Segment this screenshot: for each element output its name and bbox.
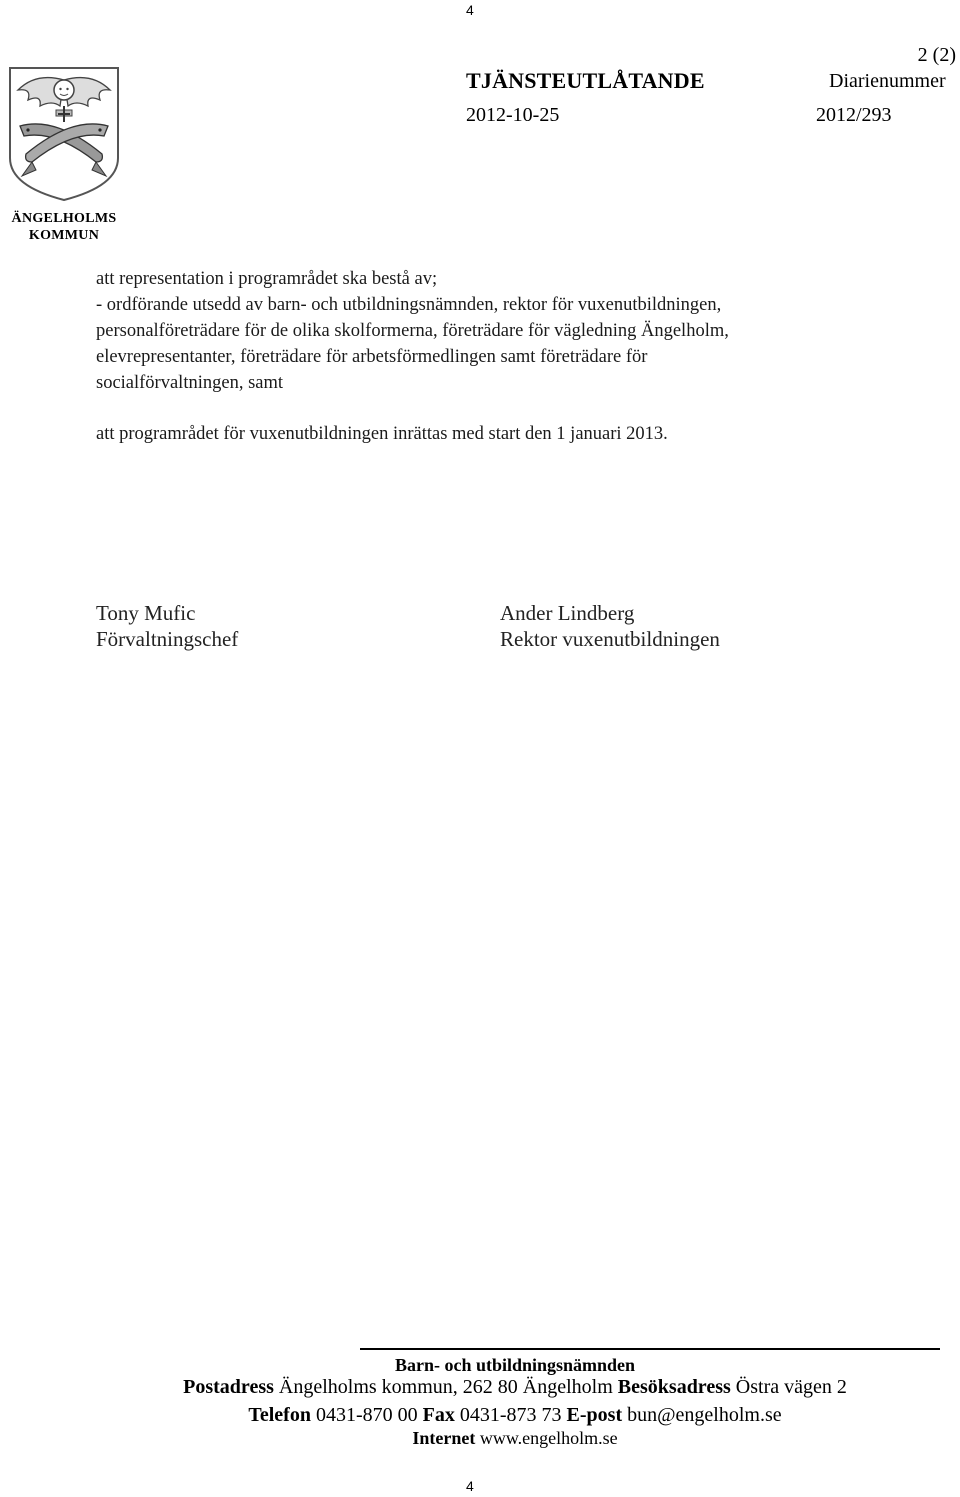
footer-rule: [360, 1348, 940, 1350]
postadress-value: Ängelholms kommun, 262 80 Ängelholm: [278, 1376, 613, 1398]
footer-internet-line: [0, 1428, 960, 1449]
page-marker-bottom: 4: [466, 1478, 474, 1494]
body-line: personalföreträdare för de olika skolformerna, företrädare för vägledning Ängelholm,: [96, 321, 729, 341]
body-paragraph: [96, 266, 729, 396]
body-line: - ordförande utsedd av barn- och utbildningsnämnden, rektor för vuxenutbildningen,: [96, 295, 722, 315]
postadress-label: Postadress: [183, 1376, 274, 1398]
municipality-logo: [6, 66, 122, 243]
internet-label: Internet: [412, 1428, 476, 1448]
logo-text-line1: ÄNGELHOLMS: [11, 211, 117, 226]
internet-link[interactable]: www.engelholm.se: [479, 1428, 618, 1448]
fax-value: 0431-873 73: [459, 1404, 562, 1426]
signature-left: [96, 600, 238, 652]
coat-of-arms-icon: [6, 66, 122, 202]
telefon-value: 0431-870 00: [315, 1404, 418, 1426]
signature-right: [500, 600, 720, 652]
page-count: 2 (2): [917, 44, 956, 66]
signatory-title: Rektor vuxenutbildningen: [500, 627, 720, 651]
decision-paragraph: att programrådet för vuxenutbildningen inrättas med start den 1 januari 2013.: [96, 424, 668, 444]
signatory-name: Tony Mufic: [96, 601, 196, 625]
epost-link[interactable]: bun@engelholm.se: [627, 1404, 782, 1426]
footer-org: [0, 1355, 960, 1376]
footer-contact-line: [0, 1404, 960, 1427]
diarienummer-label: Diarienummer: [829, 70, 946, 92]
body-line: elevrepresentanter, företrädare för arbetsförmedlingen samt företrädare för: [96, 347, 648, 367]
besoksadress-value: Östra vägen 2: [735, 1376, 847, 1398]
document-date: 2012-10-25: [466, 104, 560, 126]
body-line: socialförvaltningen, samt: [96, 373, 284, 393]
page-marker-top: 4: [466, 2, 474, 18]
footer-org-name: Barn- och utbildningsnämnden: [394, 1355, 636, 1375]
fax-label: Fax: [422, 1404, 455, 1426]
besoksadress-label: Besöksadress: [617, 1376, 731, 1398]
document-type-title: TJÄNSTEUTLÅTANDE: [466, 68, 705, 93]
signatory-name: Ander Lindberg: [500, 601, 635, 625]
footer-address-line: [0, 1376, 960, 1399]
telefon-label: Telefon: [248, 1404, 311, 1426]
logo-text-line2: KOMMUN: [28, 228, 100, 243]
body-line: att representation i programrådet ska bestå av;: [96, 269, 438, 289]
diarienummer-value: 2012/293: [816, 104, 892, 126]
epost-label: E-post: [566, 1404, 623, 1426]
signatory-title: Förvaltningschef: [96, 627, 239, 651]
